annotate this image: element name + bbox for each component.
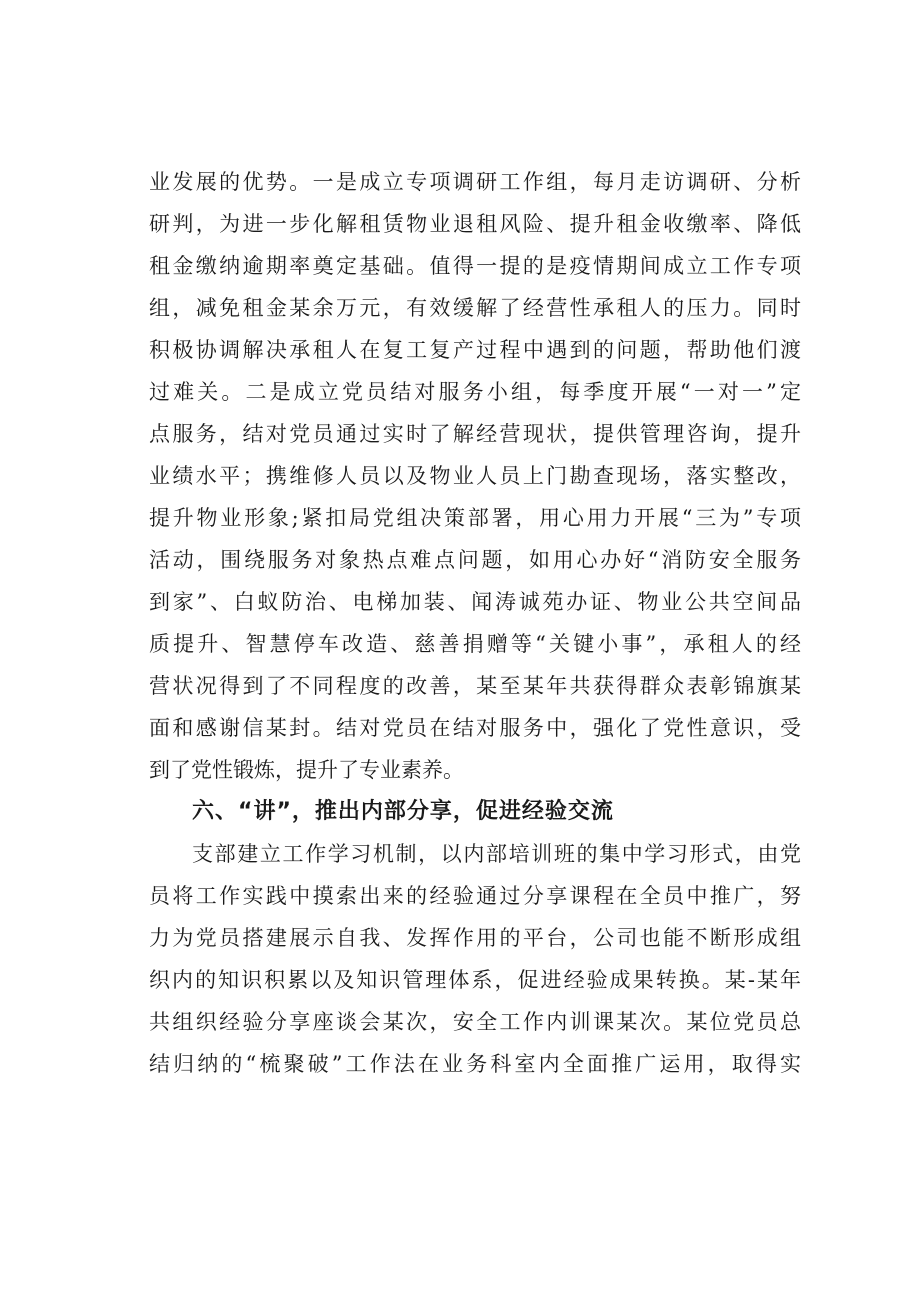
paragraph-line: 质提升、智慧停车改造、慈善捐赠等“关键小事”，承租人的经 bbox=[149, 632, 801, 656]
paragraph-line: 到家”、白蚁防治、电梯加装、闻涛诚苑办证、物业公共空间品 bbox=[149, 590, 801, 614]
paragraph-line: 力为党员搭建展示自我、发挥作用的平台，公司也能不断形成组 bbox=[149, 926, 801, 950]
paragraph-line: 积极协调解决承租人在复工复产过程中遇到的问题，帮助他们渡 bbox=[149, 338, 801, 362]
paragraph-line: 织内的知识积累以及知识管理体系，促进经验成果转换。某-某年 bbox=[149, 968, 801, 992]
paragraph-line: 结归纳的“梳聚破”工作法在业务科室内全面推广运用，取得实 bbox=[149, 1052, 801, 1076]
paragraph-line: 业绩水平；携维修人员以及物业人员上门勘查现场，落实整改， bbox=[149, 464, 801, 488]
paragraph-line: 提升物业形象;紧扣局党组决策部署，用心用力开展“三为”专项 bbox=[149, 506, 801, 530]
paragraph-line: 组，减免租金某余万元，有效缓解了经营性承租人的压力。同时 bbox=[149, 296, 801, 320]
paragraph-line: 过难关。二是成立党员结对服务小组，每季度开展“一对一”定 bbox=[149, 380, 801, 404]
paragraph-line: 支部建立工作学习机制，以内部培训班的集中学习形式，由党 bbox=[192, 842, 801, 866]
paragraph-line: 业发展的优势。一是成立专项调研工作组，每月走访调研、分析 bbox=[149, 170, 801, 194]
paragraph-line: 员将工作实践中摸索出来的经验通过分享课程在全员中推广，努 bbox=[149, 884, 801, 908]
paragraph-line: 点服务，结对党员通过实时了解经营现状，提供管理咨询，提升 bbox=[149, 422, 801, 446]
paragraph-line: 营状况得到了不同程度的改善，某至某年共获得群众表彰锦旗某 bbox=[149, 674, 801, 698]
paragraph-line: 研判，为进一步化解租赁物业退租风险、提升租金收缴率、降低 bbox=[149, 212, 801, 236]
paragraph-line: 租金缴纳逾期率奠定基础。值得一提的是疫情期间成立工作专项 bbox=[149, 254, 801, 278]
paragraph-line: 活动，围绕服务对象热点难点问题，如用心办好“消防安全服务 bbox=[149, 548, 801, 572]
paragraph-line: 到了党性锻炼，提升了专业素养。 bbox=[149, 758, 464, 782]
paragraph-line: 共组织经验分享座谈会某次，安全工作内训课某次。某位党员总 bbox=[149, 1010, 801, 1034]
paragraph-line: 面和感谢信某封。结对党员在结对服务中，强化了党性意识，受 bbox=[149, 716, 801, 740]
section-heading: 六、“讲”，推出内部分享，促进经验交流 bbox=[192, 799, 614, 824]
